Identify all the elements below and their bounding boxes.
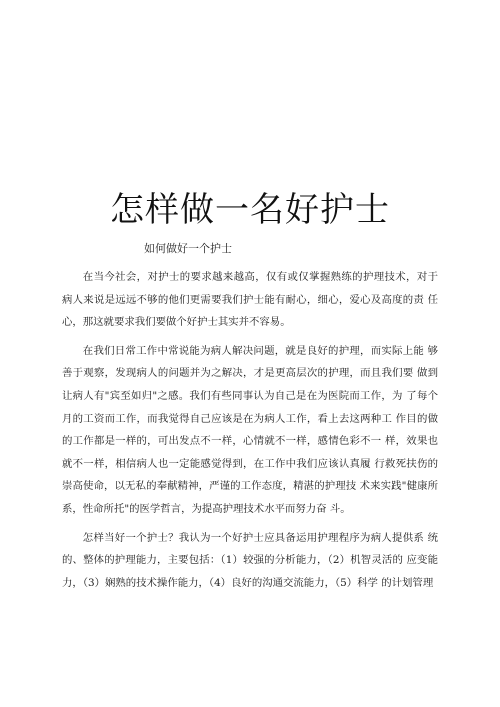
paragraph-2: 在我们日常工作中常说能为病人解决问题，就是良好的护理，而实际上能 够善于观察，发现病人的问题并为之解决，才是更高层次的护理，而且我们要 做到让病人有"宾至如归"之感。我们有些同事认为自己是在为医院而工作，为 了每个月的工资而工作，而我觉得自己应该是在为病人工作，看上去这两种工 作目的做的工作都是一样的，可出发点不一样，心情就不一样，感情色彩不一 样，效果也就不一样，相信病人也一定能感觉得到，在工作中我们应该认真履 行救死扶伤的崇高使命，以无私的奉献精神，严谨的工作态度，精湛的护理技 术来实践"健康所系，性命所托"的医学哲言，为提高护理技术水平而努力奋 斗。 (62, 344, 438, 515)
paragraph-1: 在当今社会，对护士的要求越来越高，仅有或仅掌握熟练的护理技术，对于 病人来说是远远不够的他们更需要我们护士能有耐心，细心，爱心及高度的责 任心，那这就要求我们要做个好护士其实并不容易。 (62, 271, 438, 329)
page-subtitle: 如何做好一个护士 (144, 242, 232, 255)
paragraph-3: 怎样当好一个护士？我认为一个好护士应具备运用护理程序为病人提供系 统的、整体的护理能力，主要包括：（1）较强的分析能力，（2）机智灵活的 应变能力，（3）娴熟的技术操作能力，（4）良好的沟通交流能力，（5）科学 的计划管理 (62, 531, 438, 589)
body-text (62, 266, 438, 594)
page-title: 怎样做一名好护士 (110, 190, 390, 230)
